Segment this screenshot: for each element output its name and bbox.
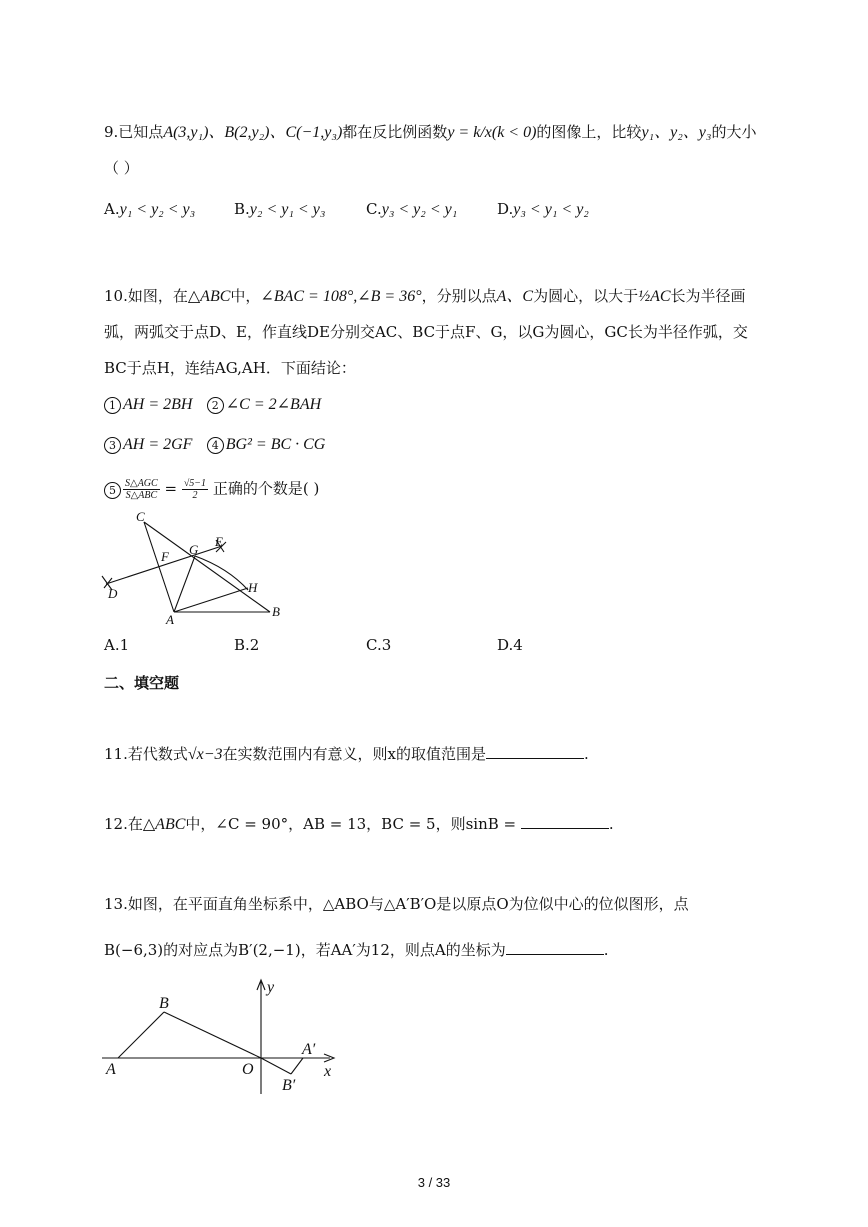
circled-3: 3 xyxy=(104,437,121,454)
q10-option-b[interactable]: B.2 xyxy=(234,636,260,654)
q13-line1: 13.如图，在平面直角坐标系中，△ABO与△A′B′O是以原点O为位似中心的位似图形，点 xyxy=(104,895,689,913)
fig13-label-b-prime: B′ xyxy=(282,1077,296,1094)
q10-conclusions-3-4: 3 AH = 2GF 4 BG² = BC · CG xyxy=(104,434,325,455)
fig10-label-a: A xyxy=(166,612,174,627)
fig10-label-e: E xyxy=(215,534,223,549)
q10-figure xyxy=(98,508,298,632)
q9-func: y = k/x(k < 0) xyxy=(447,124,537,141)
q9-option-b[interactable]: B.y₂ < y₁ < y₃ xyxy=(234,200,326,218)
fig10-label-c: C xyxy=(136,509,145,524)
circled-1: 1 xyxy=(104,397,121,414)
fig10-label-d: D xyxy=(108,586,118,601)
q12: 12.在△ABC中，∠C = 90°，AB = 13，BC = 5，则sinB = . xyxy=(104,812,614,835)
section-heading-fill-blank: 二、填空题 xyxy=(104,674,180,692)
fig13-label-a-prime: A′ xyxy=(302,1041,316,1058)
fig10-label-h: H xyxy=(248,580,258,595)
q9-option-c[interactable]: C.y₃ < y₂ < y₁ xyxy=(366,200,458,218)
q10-option-c[interactable]: C.3 xyxy=(366,636,392,654)
fig13-label-b: B xyxy=(159,995,169,1012)
q11: 11.若代数式√x−3在实数范围内有意义，则x的取值范围是 . xyxy=(104,742,589,765)
circled-5: 5 xyxy=(104,482,121,499)
q10-line3: BC于点H，连结AG,AH．下面结论： xyxy=(104,359,356,377)
q9-paren: （ ） xyxy=(104,159,139,177)
q9-prefix: 9.已知点 xyxy=(104,123,164,141)
q9-option-a[interactable]: A.y₁ < y₂ < y₃ xyxy=(104,200,196,218)
q10-conclusion-5: 5 $\frac{\text{S△AGC}}{\text{S△ABC}}$ = $\frac{√5-1}{2}$ 正确的个数是( ) xyxy=(104,478,319,501)
q11-answer-blank[interactable] xyxy=(486,742,584,759)
circled-4: 4 xyxy=(207,437,224,454)
fig13-label-x: x xyxy=(324,1063,332,1080)
q9-mid: 都在反比例函数 xyxy=(342,123,448,141)
q9-suffix: 的图像上，比较 xyxy=(536,123,642,141)
q9-points: A(3,y₁)、B(2,y₂)、C(−1,y₃) xyxy=(163,124,343,141)
q13-line2: B(−6,3)的对应点为B′(2,−1)，若AA′为12，则点A的坐标为 . xyxy=(104,938,608,960)
fig13-label-y: y xyxy=(267,979,275,996)
fig13-label-a: A xyxy=(106,1061,116,1078)
q12-answer-blank[interactable] xyxy=(521,812,609,829)
q10-conclusions-1-2: 1 AH = 2BH 2 ∠C = 2∠BAH xyxy=(104,394,321,415)
q13-answer-blank[interactable] xyxy=(506,938,604,955)
fig13-label-o: O xyxy=(242,1061,254,1078)
q11-expr: √x−3 xyxy=(187,746,223,763)
q10-option-d[interactable]: D.4 xyxy=(497,636,523,654)
q13-figure xyxy=(98,974,348,1098)
page-number: 3 / 33 xyxy=(417,1175,451,1190)
fig10-label-b: B xyxy=(272,604,280,619)
q9-vars: y₁、y₂、y₃ xyxy=(641,124,712,141)
q9-option-d[interactable]: D.y₃ < y₁ < y₂ xyxy=(497,200,589,218)
q10-line1: 10.如图，在△ABC中，∠BAC = 108°,∠B = 36°，分别以点A、C为圆心，以大于½AC长为半径画 xyxy=(104,287,746,305)
fig10-label-f: F xyxy=(161,549,169,564)
circled-2: 2 xyxy=(207,397,224,414)
q10-option-a[interactable]: A.1 xyxy=(104,636,130,654)
q10-line2: 弧，两弧交于点D、E，作直线DE分别交AC、BC于点F、G，以G为圆心，GC长为半径作弧，交 xyxy=(104,323,748,341)
fig10-label-g: G xyxy=(189,542,199,557)
q9-end: 的大小 xyxy=(711,123,757,141)
q9-stem xyxy=(104,122,756,143)
